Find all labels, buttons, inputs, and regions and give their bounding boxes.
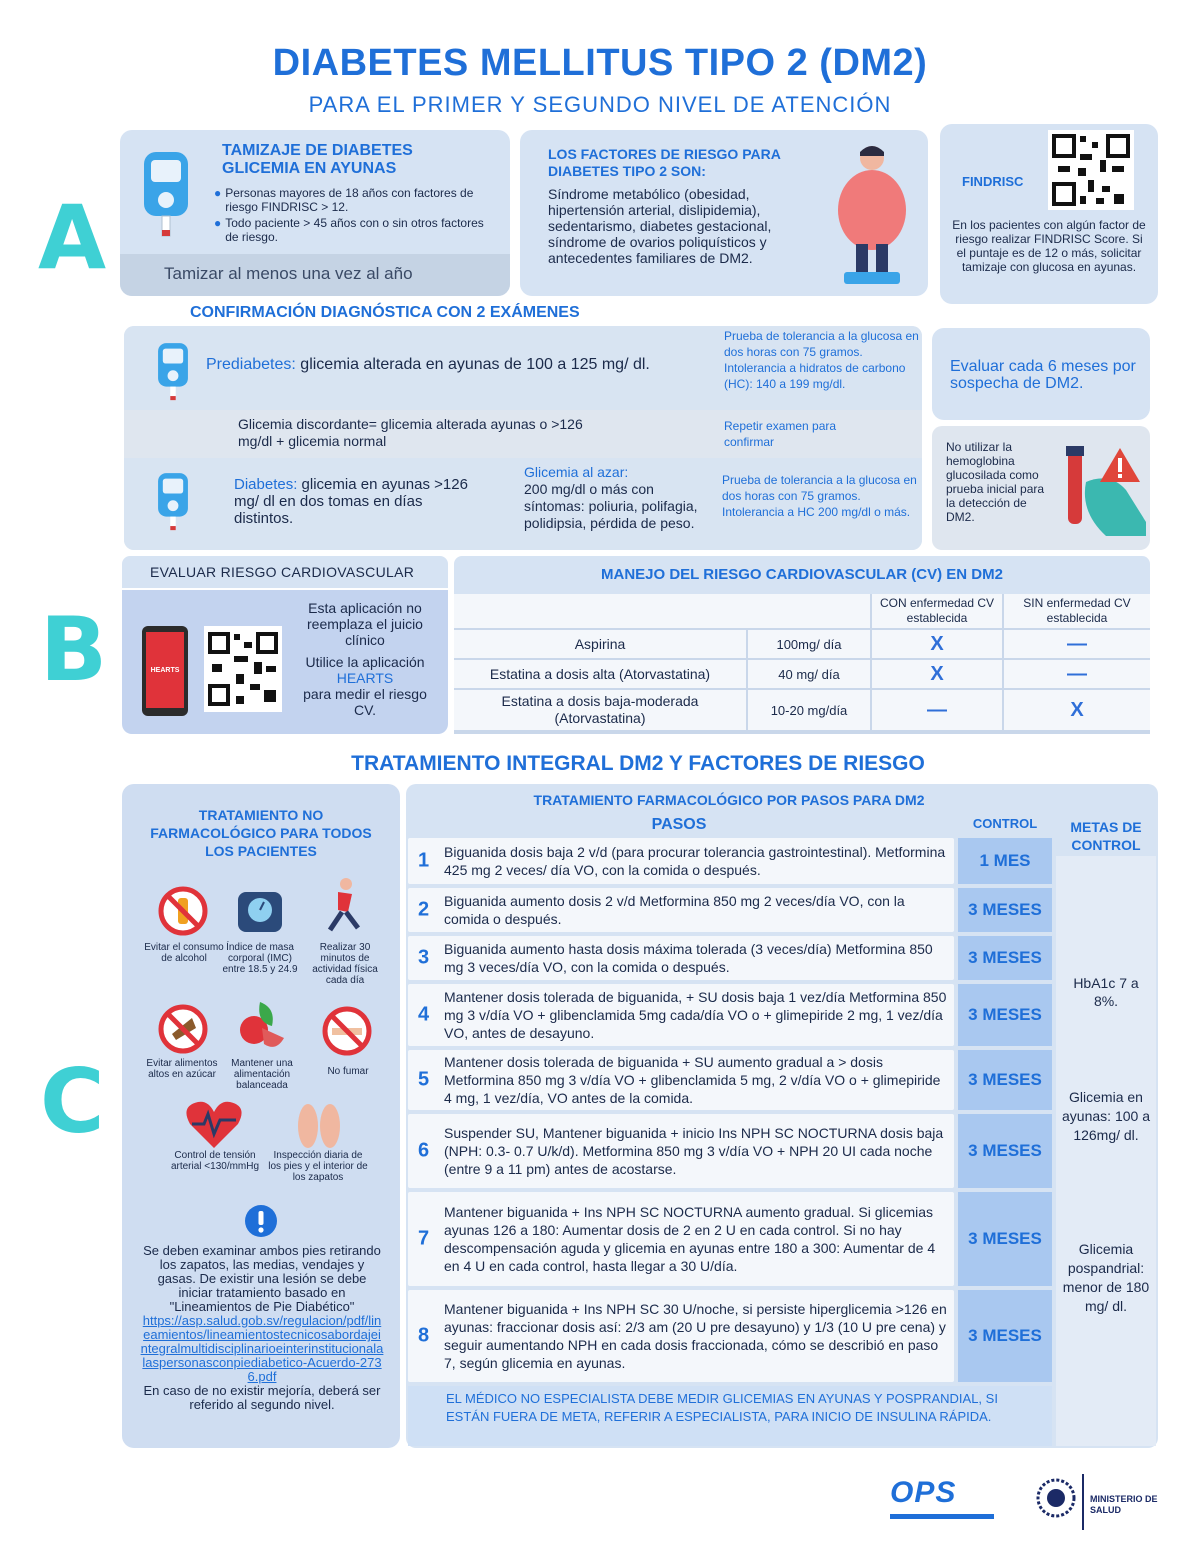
ops-logo [890,1476,998,1532]
glicemia-azar-text: 200 mg/dl o más con síntomas: poliuria, polifagia, polidipsia, pérdida de peso. [524,481,698,531]
hearts-note: Esta aplicación no reemplaza el juicio clínico [307,600,423,648]
section-letter-c: C [40,1050,105,1153]
farmacologico-footer-box [408,1386,1052,1446]
pie-lineamientos-link[interactable]: https://asp.salud.gob.sv/regulacion/pdf/lineamientos/lineamientostecnicosabordajeintegralmultidisciplinarioeinterinstitucionalalaspersonasconpiediabetico-Acuerdo-2736.pdf [140,1313,384,1384]
cv-row-dose: 10-20 mg/día [748,690,870,730]
icon-label: No fumar [327,1066,369,1077]
repetir-examen: Repetir examen para confirmar [724,419,837,449]
col-con-enfermedad: CON enfermedad CV establecida [872,594,1002,628]
heart-pressure-icon [184,1098,244,1150]
icon-label: Evitar el consumo de alcohol [144,942,224,964]
step-row [408,1192,954,1286]
prediabetes-label: Prediabetes: [206,356,296,373]
no-farmacologico-panel [122,784,400,1448]
manejo-cv-table [454,594,1150,734]
step-text: Mantener biguanida + Ins NPH SC NOCTURNA aumento gradual. Si glicemias ayunas 126 a 180: Aumentar dosis de 2 en 2 U en cada control. Si no hay descompensación aguda y glicemia en ayunas entre 180 a 300: Aumentar de 4 en 4 U en cada control, hasta llegar a 30 U/día. [444,1204,936,1274]
step-control: 3 MESES [958,1050,1052,1110]
glucometer-icon [154,338,192,408]
col-pasos: PASOS [651,816,707,833]
tratamiento-title: TRATAMIENTO INTEGRAL DM2 Y FACTORES DE RIESGO [351,752,925,775]
no-sugar-icon [158,1004,208,1054]
icon-label: Mantener una alimentación balanceada [231,1058,293,1091]
cv-row-con-mark: X [872,630,1002,658]
step-number: 8 [418,1324,430,1347]
findrisc-qr-code[interactable] [1048,130,1134,210]
phone-app-logo: HEARTS [146,632,184,708]
glicemia-discordante: Glicemia discordante= glicemia alterada ayunas o >126 mg/dl + glicemia normal [238,416,583,449]
hba1c-warning: No utilizar la hemoglobina glucosilada como prueba inicial para la detección de DM2. [946,440,1045,524]
cv-row-con-mark: — [872,690,1002,730]
metas-column [1056,856,1156,1446]
step-control: 3 MESES [958,888,1052,932]
meta-pospandrial: Glicemia pospandrial: menor de 180 mg/ dl. [1062,1241,1150,1314]
step-number: 2 [418,898,430,921]
cv-row-sin-mark: — [1004,630,1150,658]
cv-row-con-mark: X [872,660,1002,688]
icon-label: Índice de masa corporal (IMC) entre 18.5 y 24.9 [222,942,298,975]
scale-icon [234,886,286,936]
step-control: 1 MES [958,838,1052,884]
tamizaje-bullet-2: Todo paciente > 45 años con o sin otros factores de riesgo. [225,216,484,244]
ptog-diabetes: Prueba de tolerancia a la glucosa en dos horas con 75 gramos. Intolerancia a HC 200 mg/dl o más. [722,473,917,519]
no-farmacologico-title: TRATAMIENTO NO FARMACOLÓGICO PARA TODOS LOS PACIENTES [150,807,372,859]
hearts-use-pre: Utilice la aplicación [305,654,425,670]
hearts-panel [122,590,448,734]
cv-row-sin-mark: X [1004,690,1150,730]
step-row [408,1114,954,1188]
step-text: Suspender SU, Mantener biguanida + inicio Ins NPH SC NOCTURNA dosis baja (NPH: 0.3- 0.7 U/k/d). Metformina 850 mg 3 v/día VO + NPH 20 UI cada noche (entre 9 a 11 pm) antes de acostarse. [444,1125,944,1177]
icon-label: Inspección diaria de los pies y el interior de los zapatos [268,1150,368,1183]
tamizaje-panel: TAMIZAJE DE DIABETES GLICEMIA EN AYUNAS ● Personas mayores de 18 años con factores de riesgo FINDRISC > 12. ● Todo paciente > 45 años con o sin otros factores de riesgo. Tamizar al menos una vez al año [120,130,510,296]
tamizaje-title-1: TAMIZAJE DE DIABETES [222,142,413,159]
factores-panel [520,130,928,296]
hearts-qr-code[interactable] [204,626,282,712]
step-row [408,1290,954,1382]
cv-row-dose: 100mg/ día [748,630,870,658]
factores-title-1: LOS FACTORES DE RIESGO PARA [548,146,781,162]
farmacologico-footer-note: EL MÉDICO NO ESPECIALISTA DEBE MEDIR GLICEMIAS EN AYUNAS Y POSPRANDIAL, SI ESTÁN FUERA DE META, REFERIR A ESPECIALISTA, PARA INICIO DE INSULINA RÁPIDA. [446,1391,998,1424]
meta-hba1c: HbA1c 7 a 8%. [1073,975,1139,1009]
step-text: Mantener dosis tolerada de biguanida + SU aumento gradual a > dosis Metformina 850 mg 3 v/día VO + glibenclamida 5 mg, 2 v/día VO o + glimepiride 4 mg, 1 vez/día, VO antes de la comida. [444,1054,941,1106]
cv-row-drug: Estatina a dosis baja-moderada (Atorvastatina) [454,690,746,730]
step-number: 3 [418,946,430,969]
hearts-app-name[interactable]: HEARTS [336,670,394,686]
step-number: 7 [418,1227,430,1250]
step-number: 5 [418,1068,430,1091]
ptog-prediabetes: Prueba de tolerancia a la glucosa en dos horas con 75 gramos. Intolerancia a hidratos de carbono (HC): 140 a 199 mg/dl. [724,329,919,391]
phone-icon [142,626,188,716]
evaluar-panel [932,328,1150,420]
step-text: Mantener biguanida + Ins NPH SC 30 U/noche, si persiste hiperglicemia >126 en ayunas: fraccionar dosis así: 2/3 am (20 U pre desayuno) y 1/3 (10 U pre cena) y seguir aumentando NPH en cada dosis fraccionada, cómo se describió en paso 7, según glicemia en ayunas. [444,1301,947,1371]
tamizaje-footer: Tamizar al menos una vez al año [164,264,413,283]
exclamation-icon [244,1204,278,1238]
step-control: 3 MESES [958,936,1052,980]
confirmacion-panel [124,326,922,550]
step-row [408,936,954,980]
col-sin-enfermedad: SIN enfermedad CV establecida [1004,594,1150,628]
test-tube-hand-icon [1060,442,1148,536]
ministerio-label: MINISTERIO DE SALUD [1090,1494,1158,1515]
glucometer-icon [138,150,194,242]
section-letter-a: A [38,186,107,289]
manejo-cv-title: MANEJO DEL RIESGO CARDIOVASCULAR (CV) EN DM2 [601,566,1003,583]
evaluar-cv-title: EVALUAR RIESGO CARDIOVASCULAR [150,564,415,580]
findrisc-label: FINDRISC [962,174,1024,189]
cv-row-drug: Aspirina [454,630,746,658]
step-text: Biguanida dosis baja 2 v/d (para procurar tolerancia gastrointestinal). Metformina 425 mg 2 veces/ día VO, con la comida o después. [444,844,946,878]
tamizaje-bullet-1: Personas mayores de 18 años con factores de riesgo FINDRISC > 12. [225,186,474,214]
glicemia-azar-label: Glicemia al azar: [524,464,629,480]
diabetes-label: Diabetes: [234,476,298,493]
step-number: 1 [418,849,430,872]
factores-body: Síndrome metabólico (obesidad, hipertensión arterial, dislipidemia), sedentarismo, diabetes gestacional, síndrome de ovarios poliquísticos y antecedentes familiares de DM2. [548,186,772,266]
ministerio-seal-icon [1034,1476,1078,1520]
step-number: 4 [418,1003,430,1026]
pie-refer: En caso de no existir mejoría, deberá ser referido al segundo nivel. [143,1383,381,1412]
cv-row-dose: 40 mg/ día [748,660,870,688]
step-text: Mantener dosis tolerada de biguanida, + SU dosis baja 1 vez/día Metformina 850 mg 3 v/día VO + glibenclamida 5mg cada/día VO o + glimepiride 2 mg, 1 vez/día VO, antes de desayuno. [444,989,947,1041]
evaluar-cv-header [122,556,448,588]
evaluar-6-meses: Evaluar cada 6 meses por sospecha de DM2. [950,358,1136,392]
findrisc-panel [940,124,1158,304]
step-row [408,838,954,884]
no-smoking-icon [322,1006,372,1056]
step-text: Biguanida aumento dosis 2 v/d Metformina 850 mg 2 veces/día VO, con la comida o después. [444,893,905,927]
col-control: CONTROL [972,816,1038,831]
step-number: 6 [418,1139,430,1162]
ops-logo-text: OPS [890,1476,957,1509]
factores-title-2: DIABETES TIPO 2 SON: [548,163,706,179]
prediabetes-text: glicemia alterada en ayunas de 100 a 125 mg/ dl. [300,356,650,373]
confirmacion-title: CONFIRMACIÓN DIAGNÓSTICA CON 2 EXÁMENES [190,304,580,321]
glucometer-icon [154,468,192,538]
cv-row-sin-mark: — [1004,660,1150,688]
running-person-icon [318,876,368,936]
diabetes-text: glicemia en ayunas >126 mg/ dl en dos tomas en días distintos. [234,476,468,527]
hba1c-warning-panel [932,426,1150,550]
healthy-food-icon [236,998,286,1054]
step-control: 3 MESES [958,1290,1052,1382]
step-row [408,984,954,1046]
pie-note: Se deben examinar ambos pies retirando los zapatos, las medias, vendajes y gasas. De existir una lesión se debe iniciar tratamiento basado en "Lineamientos de Pie Diabético" [143,1243,381,1314]
step-control: 3 MESES [958,984,1052,1046]
meta-ayunas: Glicemia en ayunas: 100 a 126mg/ dl. [1062,1089,1150,1143]
col-metas: METAS DE CONTROL [1070,819,1142,853]
manejo-cv-header [454,556,1150,594]
tamizaje-title-2: GLICEMIA EN AYUNAS [222,160,397,177]
step-control: 3 MESES [958,1192,1052,1286]
page-title: DIABETES MELLITUS TIPO 2 (DM2) [272,42,928,84]
cv-row-drug: Estatina a dosis alta (Atorvastatina) [454,660,746,688]
icon-label: Realizar 30 minutos de actividad física cada día [312,942,378,986]
icon-label: Evitar alimentos altos en azúcar [146,1058,218,1080]
step-control: 3 MESES [958,1114,1052,1188]
overweight-person-icon [830,140,914,290]
farmacologico-title: TRATAMIENTO FARMACOLÓGICO POR PASOS PARA DM2 [533,792,925,808]
findrisc-body: En los pacientes con algún factor de riesgo realizar FINDRISC Score. Si el puntaje es de 12 o más, solicitar tamizaje con glucosa en ayunas. [952,218,1146,274]
step-row [408,888,954,932]
icon-label: Control de tensión arterial <130/mmHg [170,1150,260,1172]
step-text: Biguanida aumento hasta dosis máxima tolerada (3 veces/día) Metformina 850 mg 3 veces/día VO, con la comida o después. [444,941,933,975]
no-alcohol-icon [158,886,208,936]
step-row [408,1050,954,1110]
feet-icon [294,1094,344,1152]
section-letter-b: B [40,598,108,701]
page-subtitle: PARA EL PRIMER Y SEGUNDO NIVEL DE ATENCIÓN [308,92,892,117]
hearts-use-post: para medir el riesgo CV. [303,686,427,718]
